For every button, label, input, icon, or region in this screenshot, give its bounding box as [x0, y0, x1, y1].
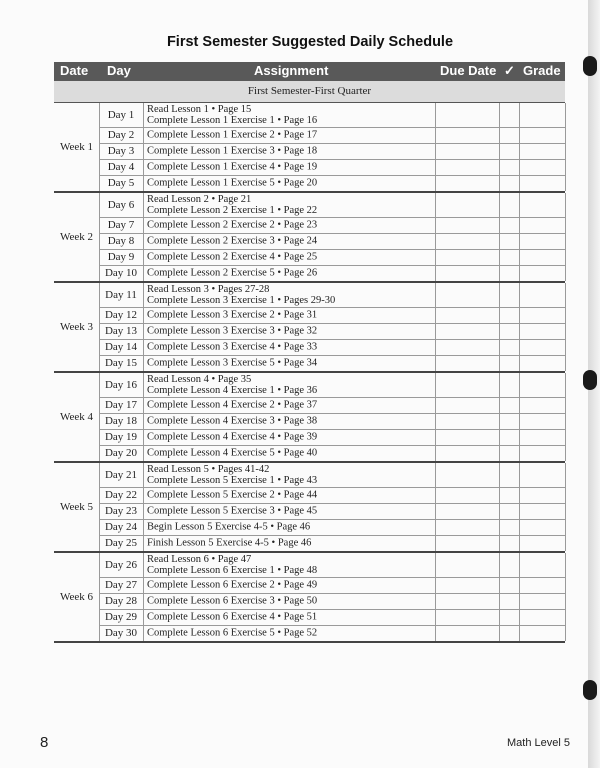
grade-cell [519, 283, 566, 307]
day-label: Day 16 [104, 379, 138, 391]
assignment-line: Complete Lesson 2 Exercise 5 • Page 26 [147, 267, 318, 279]
table-row [99, 355, 565, 371]
check-cell [499, 429, 520, 445]
due-date-cell [435, 127, 500, 143]
assignment-text [147, 130, 317, 141]
assignment-text [147, 554, 317, 576]
column-header-check: ✓ [504, 63, 515, 78]
assignment-text [147, 178, 317, 189]
day-label: Day 25 [104, 537, 138, 549]
check-cell [499, 159, 520, 175]
assignment-line: Complete Lesson 5 Exercise 2 • Page 44 [147, 489, 318, 501]
grade-cell [519, 103, 566, 127]
grade-cell [519, 503, 566, 519]
week-label: Week 2 [59, 231, 94, 243]
assignment-text [147, 104, 317, 126]
page-title: First Semester Suggested Daily Schedule [166, 34, 454, 50]
assignment-line: Complete Lesson 6 Exercise 4 • Page 51 [147, 611, 318, 623]
check-cell [499, 233, 520, 249]
check-cell [499, 265, 520, 281]
assignment-line: Complete Lesson 3 Exercise 1 • Pages 29-30 [147, 295, 336, 306]
assignment-line: Read Lesson 6 • Page 47 [147, 554, 252, 565]
day-label: Day 7 [107, 219, 135, 231]
table-row [99, 127, 565, 144]
grade-cell [519, 445, 566, 461]
grade-cell [519, 373, 566, 397]
table-row [99, 503, 565, 520]
check-cell [499, 175, 520, 191]
assignment-line: Complete Lesson 2 Exercise 4 • Page 25 [147, 251, 318, 263]
assignment-line: Complete Lesson 1 Exercise 1 • Page 16 [147, 115, 318, 126]
assignment-line: Complete Lesson 3 Exercise 3 • Page 32 [147, 325, 318, 337]
due-date-cell [435, 609, 500, 625]
table-row [99, 175, 565, 191]
week-group [54, 553, 565, 643]
table-row [99, 217, 565, 234]
grade-cell [519, 175, 566, 191]
assignment-line: Read Lesson 3 • Pages 27-28 [147, 284, 270, 295]
table-row [99, 193, 565, 218]
check-cell [499, 283, 520, 307]
assignment-text [147, 268, 317, 279]
column-header-grade: Grade [523, 63, 561, 78]
table-row [99, 429, 565, 446]
table-row [99, 307, 565, 324]
check-cell [499, 535, 520, 551]
due-date-cell [435, 217, 500, 233]
check-cell [499, 323, 520, 339]
day-label: Day 4 [107, 161, 135, 173]
grade-cell [519, 233, 566, 249]
table-row [99, 233, 565, 250]
table-row [99, 577, 565, 594]
due-date-cell [435, 283, 500, 307]
column-header-day: Day [107, 63, 131, 78]
week-label: Week 4 [59, 411, 94, 423]
day-label: Day 27 [104, 579, 138, 591]
assignment-line: Begin Lesson 5 Exercise 4-5 • Page 46 [147, 521, 311, 533]
due-date-cell [435, 265, 500, 281]
table-row [99, 487, 565, 504]
table-row [99, 445, 565, 461]
day-label: Day 14 [104, 341, 138, 353]
assignment-line: Complete Lesson 2 Exercise 1 • Page 22 [147, 205, 318, 216]
table-row [99, 323, 565, 340]
assignment-text [147, 612, 317, 623]
day-label: Day 26 [104, 559, 138, 571]
due-date-cell [435, 355, 500, 371]
grade-cell [519, 217, 566, 233]
day-label: Day 18 [104, 415, 138, 427]
check-cell [499, 445, 520, 461]
week-label: Week 6 [59, 591, 94, 603]
binder-hole [583, 56, 597, 76]
assignment-line: Complete Lesson 3 Exercise 2 • Page 31 [147, 309, 318, 321]
day-label: Day 11 [105, 289, 137, 301]
table-row [99, 413, 565, 430]
assignment-text [147, 236, 317, 247]
due-date-cell [435, 159, 500, 175]
grade-cell [519, 159, 566, 175]
day-label: Day 9 [107, 251, 135, 263]
table-row [99, 143, 565, 160]
table-row [99, 553, 565, 578]
assignment-line: Complete Lesson 1 Exercise 3 • Page 18 [147, 145, 318, 157]
week-label: Week 1 [59, 141, 94, 153]
grade-cell [519, 625, 566, 641]
check-cell [499, 127, 520, 143]
due-date-cell [435, 103, 500, 127]
assignment-text [147, 358, 317, 369]
day-label: Day 28 [104, 595, 138, 607]
due-date-cell [435, 535, 500, 551]
week-label: Week 5 [59, 501, 94, 513]
assignment-line: Complete Lesson 4 Exercise 5 • Page 40 [147, 447, 318, 459]
check-cell [499, 593, 520, 609]
grade-cell [519, 577, 566, 593]
due-date-cell [435, 339, 500, 355]
binder-hole [583, 680, 597, 700]
column-header-assignment: Assignment [254, 63, 329, 78]
grade-cell [519, 249, 566, 265]
week-group [54, 193, 565, 283]
day-label: Day 24 [104, 521, 138, 533]
assignment-text [147, 538, 311, 549]
assignment-text [147, 580, 317, 591]
quarter-banner: First Semester-First Quarter [54, 81, 565, 103]
table-row [99, 159, 565, 176]
check-cell [499, 553, 520, 577]
day-label: Day 6 [107, 199, 135, 211]
assignment-line: Read Lesson 5 • Pages 41-42 [147, 464, 270, 475]
week-group [54, 463, 565, 553]
table-row [99, 625, 565, 641]
grade-cell [519, 355, 566, 371]
table-row [99, 249, 565, 266]
assignment-line: Complete Lesson 6 Exercise 3 • Page 50 [147, 595, 318, 607]
assignment-line: Complete Lesson 1 Exercise 5 • Page 20 [147, 177, 318, 189]
binder-hole [583, 370, 597, 390]
assignment-line: Complete Lesson 5 Exercise 3 • Page 45 [147, 505, 318, 517]
table-row [99, 265, 565, 281]
due-date-cell [435, 577, 500, 593]
assignment-text [147, 162, 317, 173]
grade-cell [519, 307, 566, 323]
check-cell [499, 463, 520, 487]
day-label: Day 22 [104, 489, 138, 501]
assignment-text [147, 448, 317, 459]
check-cell [499, 519, 520, 535]
check-cell [499, 413, 520, 429]
due-date-cell [435, 553, 500, 577]
due-date-cell [435, 413, 500, 429]
assignment-text [147, 400, 317, 411]
week-group [54, 283, 565, 373]
day-label: Day 23 [104, 505, 138, 517]
assignment-line: Complete Lesson 2 Exercise 3 • Page 24 [147, 235, 318, 247]
assignment-text [147, 464, 317, 486]
page-number: 8 [40, 734, 49, 751]
day-label: Day 3 [107, 145, 135, 157]
assignment-text [147, 220, 317, 231]
check-cell [499, 103, 520, 127]
day-label: Day 1 [107, 109, 135, 121]
assignment-line: Complete Lesson 6 Exercise 2 • Page 49 [147, 579, 318, 591]
day-label: Day 21 [104, 469, 138, 481]
due-date-cell [435, 249, 500, 265]
check-cell [499, 339, 520, 355]
assignment-text [147, 310, 317, 321]
grade-cell [519, 593, 566, 609]
check-cell [499, 373, 520, 397]
grade-cell [519, 127, 566, 143]
day-label: Day 8 [107, 235, 135, 247]
assignment-line: Complete Lesson 4 Exercise 4 • Page 39 [147, 431, 318, 443]
assignment-line: Read Lesson 4 • Page 35 [147, 374, 252, 385]
check-cell [499, 625, 520, 641]
day-label: Day 10 [104, 267, 138, 279]
table-header [54, 62, 565, 81]
assignment-text [147, 326, 317, 337]
assignment-line: Complete Lesson 4 Exercise 2 • Page 37 [147, 399, 318, 411]
check-cell [499, 143, 520, 159]
table-row [99, 535, 565, 551]
check-cell [499, 307, 520, 323]
week-group [54, 103, 565, 193]
assignment-line: Complete Lesson 4 Exercise 3 • Page 38 [147, 415, 318, 427]
day-label: Day 12 [104, 309, 138, 321]
due-date-cell [435, 625, 500, 641]
due-date-cell [435, 397, 500, 413]
day-label: Day 30 [104, 627, 138, 639]
grade-cell [519, 413, 566, 429]
table-row [99, 397, 565, 414]
assignment-line: Complete Lesson 3 Exercise 4 • Page 33 [147, 341, 318, 353]
due-date-cell [435, 429, 500, 445]
grade-cell [519, 535, 566, 551]
assignment-text [147, 522, 310, 533]
table-row [99, 339, 565, 356]
table-row [99, 519, 565, 536]
assignment-text [147, 506, 317, 517]
grade-cell [519, 429, 566, 445]
check-cell [499, 577, 520, 593]
check-cell [499, 487, 520, 503]
week-group [54, 373, 565, 463]
due-date-cell [435, 445, 500, 461]
grade-cell [519, 463, 566, 487]
check-cell [499, 355, 520, 371]
assignment-line: Finish Lesson 5 Exercise 4-5 • Page 46 [147, 537, 312, 549]
assignment-text [147, 146, 317, 157]
grade-cell [519, 519, 566, 535]
due-date-cell [435, 519, 500, 535]
day-label: Day 17 [104, 399, 138, 411]
assignment-line: Read Lesson 2 • Page 21 [147, 194, 252, 205]
assignment-text [147, 252, 317, 263]
assignment-text [147, 628, 317, 639]
assignment-text [147, 596, 317, 607]
due-date-cell [435, 193, 500, 217]
due-date-cell [435, 233, 500, 249]
day-label: Day 13 [104, 325, 138, 337]
check-cell [499, 609, 520, 625]
day-label: Day 19 [104, 431, 138, 443]
assignment-line: Complete Lesson 6 Exercise 1 • Page 48 [147, 565, 318, 576]
assignment-line: Complete Lesson 6 Exercise 5 • Page 52 [147, 627, 318, 639]
table-row [99, 373, 565, 398]
week-label: Week 3 [59, 321, 94, 333]
assignment-text [147, 432, 317, 443]
column-header-due-date: Due Date [440, 63, 497, 78]
day-label: Day 5 [107, 177, 135, 189]
table-row [99, 283, 565, 308]
due-date-cell [435, 373, 500, 397]
table-row [99, 609, 565, 626]
check-cell [499, 397, 520, 413]
check-cell [499, 217, 520, 233]
due-date-cell [435, 175, 500, 191]
assignment-text [147, 194, 317, 216]
due-date-cell [435, 307, 500, 323]
due-date-cell [435, 487, 500, 503]
grade-cell [519, 487, 566, 503]
due-date-cell [435, 463, 500, 487]
day-label: Day 29 [104, 611, 138, 623]
grade-cell [519, 265, 566, 281]
due-date-cell [435, 143, 500, 159]
due-date-cell [435, 323, 500, 339]
assignment-text [147, 374, 317, 396]
column-header-date: Date [60, 63, 89, 78]
grade-cell [519, 323, 566, 339]
assignment-text [147, 490, 317, 501]
assignment-text [147, 284, 335, 306]
assignment-text [147, 342, 317, 353]
check-cell [499, 249, 520, 265]
assignment-line: Complete Lesson 1 Exercise 4 • Page 19 [147, 161, 318, 173]
grade-cell [519, 609, 566, 625]
table-row [99, 463, 565, 488]
check-cell [499, 193, 520, 217]
book-title: Math Level 5 [507, 737, 570, 749]
day-label: Day 15 [104, 357, 138, 369]
assignment-line: Complete Lesson 3 Exercise 5 • Page 34 [147, 357, 318, 369]
grade-cell [519, 339, 566, 355]
assignment-line: Read Lesson 1 • Page 15 [147, 104, 252, 115]
due-date-cell [435, 503, 500, 519]
assignment-line: Complete Lesson 1 Exercise 2 • Page 17 [147, 129, 318, 141]
assignment-line: Complete Lesson 2 Exercise 2 • Page 23 [147, 219, 318, 231]
grade-cell [519, 143, 566, 159]
day-label: Day 20 [104, 447, 138, 459]
table-row [99, 103, 565, 128]
day-label: Day 2 [107, 129, 135, 141]
assignment-line: Complete Lesson 5 Exercise 1 • Page 43 [147, 475, 318, 486]
grade-cell [519, 397, 566, 413]
assignment-text [147, 416, 317, 427]
table-row [99, 593, 565, 610]
due-date-cell [435, 593, 500, 609]
grade-cell [519, 553, 566, 577]
grade-cell [519, 193, 566, 217]
check-cell [499, 503, 520, 519]
assignment-line: Complete Lesson 4 Exercise 1 • Page 36 [147, 385, 318, 396]
